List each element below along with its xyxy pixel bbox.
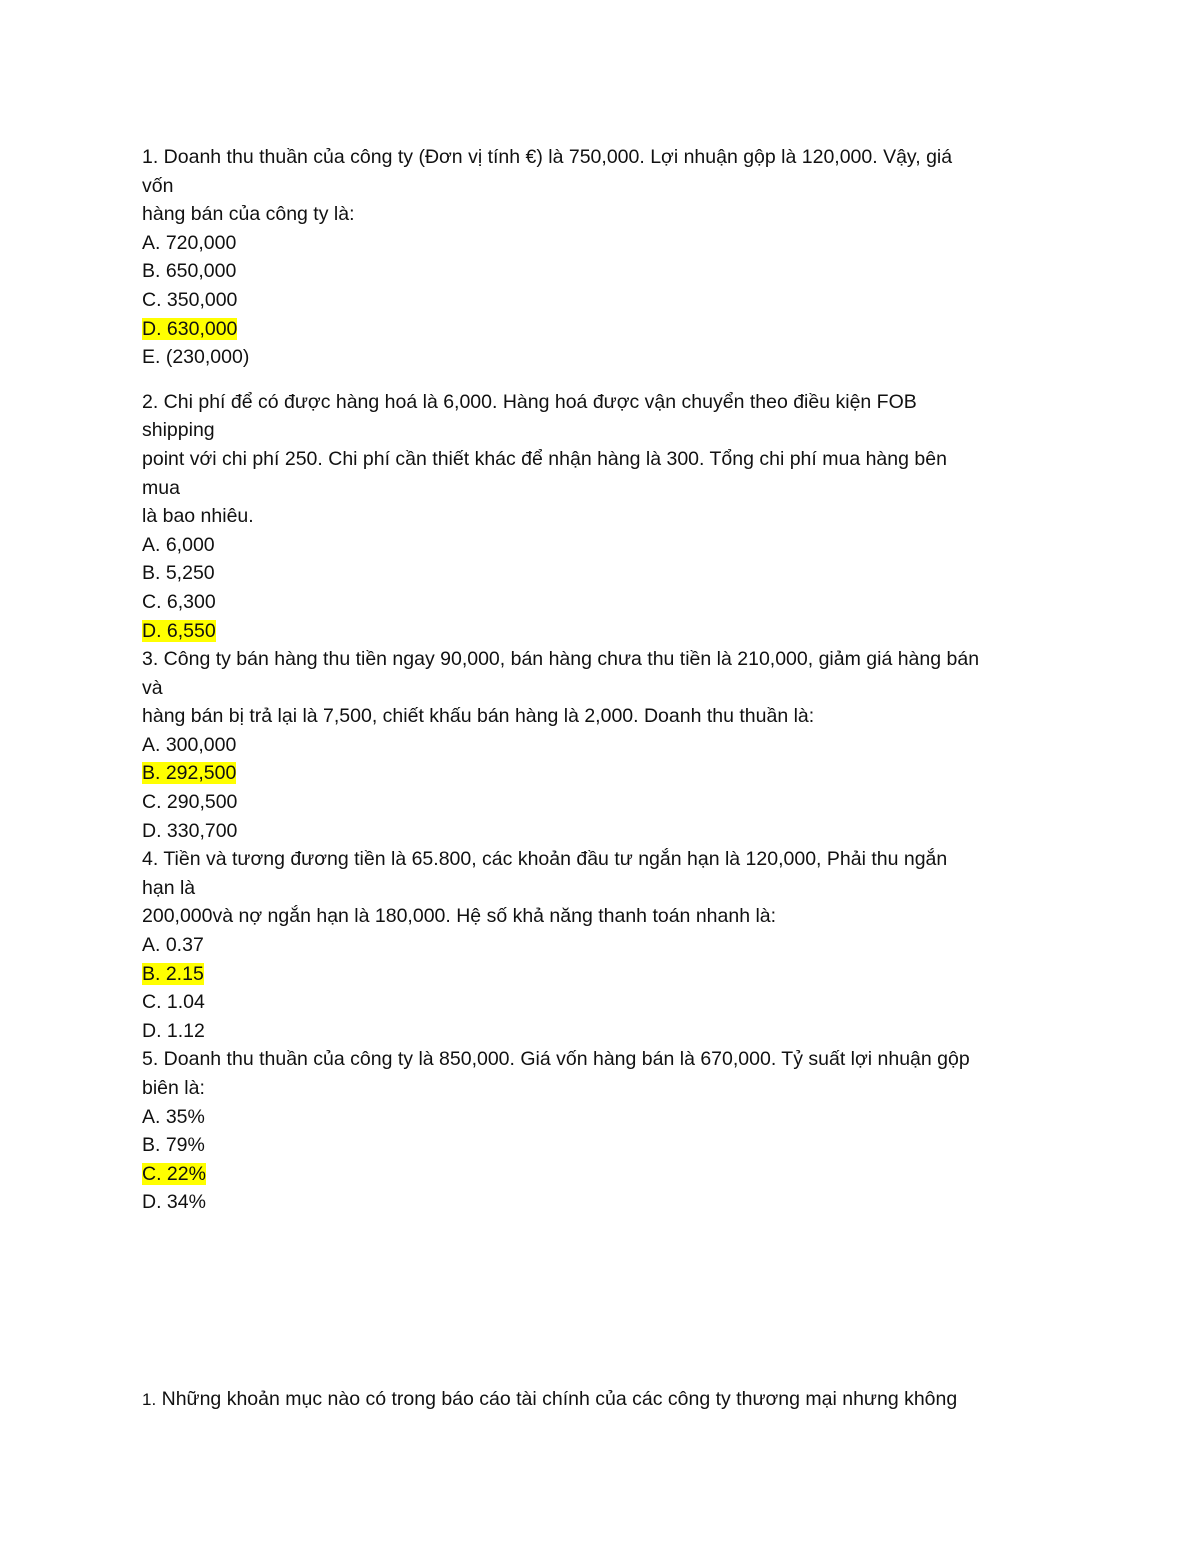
question-3 <box>142 645 1082 845</box>
option-4c <box>142 988 1082 1017</box>
highlighted-answer: B. 2.15 <box>142 962 204 985</box>
option-4d <box>142 1017 1082 1046</box>
question-4-line-3: 200,000và nợ ngắn hạn là 180,000. Hệ số khả năng thanh toán nhanh là: <box>142 905 777 928</box>
question-2 <box>142 388 1082 645</box>
option-1c <box>142 286 1082 315</box>
option-3d <box>142 817 1082 846</box>
highlighted-answer: D. 6,550 <box>142 619 216 642</box>
option-text: A. 300,000 <box>142 733 237 756</box>
option-2d-answer <box>142 617 1082 646</box>
option-5d <box>142 1188 1082 1217</box>
option-text: C. 1.04 <box>142 991 205 1014</box>
option-text: A. 720,000 <box>142 231 237 254</box>
question-5-line-1: 5. Doanh thu thuần của công ty là 850,000. Giá vốn hàng bán là 670,000. Tỷ suất lợi nhuận gộp <box>142 1048 970 1071</box>
question-1-line-1: 1. Doanh thu thuần của công ty (Đơn vị tính €) là 750,000. Lợi nhuận gộp là 120,000. Vậy, giá <box>142 146 953 168</box>
option-1d-answer <box>142 315 1082 344</box>
question-list <box>142 143 1082 1217</box>
question-1-line-3: hàng bán của công ty là: <box>142 203 355 226</box>
highlighted-answer: C. 22% <box>142 1162 206 1185</box>
option-3c <box>142 788 1082 817</box>
spacer <box>142 372 1082 388</box>
option-text: D. 330,700 <box>142 819 238 842</box>
question-1 <box>142 143 1082 372</box>
question-3-line-2: và <box>142 676 163 699</box>
question-number: 1. <box>142 1390 157 1409</box>
question-2-line-4: mua <box>142 476 180 499</box>
option-text: C. 6,300 <box>142 590 216 613</box>
option-4a <box>142 931 1082 960</box>
option-text: C. 350,000 <box>142 288 238 311</box>
highlighted-answer: D. 630,000 <box>142 317 238 340</box>
question-4-line-1: 4. Tiền và tương đương tiền là 65.800, các khoản đầu tư ngắn hạn là 120,000, Phải thu ngắn <box>142 848 948 871</box>
question-text: Những khoản mục nào có trong báo cáo tài chính của các công ty thương mại nhưng không <box>156 1388 958 1410</box>
option-text: B. 79% <box>142 1134 205 1157</box>
question-4 <box>142 845 1082 1045</box>
option-text: E. (230,000) <box>142 346 250 369</box>
question-1-line-2: vốn <box>142 174 174 197</box>
highlighted-answer: B. 292,500 <box>142 762 237 785</box>
option-5a <box>142 1103 1082 1132</box>
option-3b-answer <box>142 759 1082 788</box>
question-2-line-2: shipping <box>142 419 215 442</box>
question-5 <box>142 1045 1082 1217</box>
option-5b <box>142 1131 1082 1160</box>
option-text: D. 34% <box>142 1191 206 1214</box>
option-text: B. 5,250 <box>142 562 215 585</box>
question-2-line-5: là bao nhiêu. <box>142 505 254 528</box>
question-2-line-1: 2. Chi phí để có được hàng hoá là 6,000. Hàng hoá được vận chuyển theo điều kiện FOB <box>142 390 917 413</box>
option-5c-answer <box>142 1160 1082 1189</box>
question-5-line-2: biên là: <box>142 1077 205 1099</box>
next-section-question <box>142 1385 957 1415</box>
option-1e <box>142 343 1082 372</box>
question-2-line-3: point với chi phí 250. Chi phí cần thiết khác để nhận hàng là 300. Tổng chi phí mua hàng bên <box>142 447 947 470</box>
option-text: A. 0.37 <box>142 934 204 957</box>
question-3-line-3: hàng bán bị trả lại là 7,500, chiết khấu bán hàng là 2,000. Doanh thu thuần là: <box>142 705 815 728</box>
option-1b <box>142 257 1082 286</box>
option-text: D. 1.12 <box>142 1019 205 1042</box>
option-text: B. 650,000 <box>142 260 237 283</box>
option-2c <box>142 588 1082 617</box>
option-text: C. 290,500 <box>142 791 238 814</box>
option-4b-answer <box>142 960 1082 989</box>
option-text: A. 35% <box>142 1105 205 1128</box>
question-4-line-2: hạn là <box>142 876 196 899</box>
option-3a <box>142 731 1082 760</box>
option-1a <box>142 229 1082 258</box>
question-3-line-1: 3. Công ty bán hàng thu tiền ngay 90,000, bán hàng chưa thu tiền là 210,000, giảm giá hàng bán <box>142 648 980 671</box>
option-text: A. 6,000 <box>142 533 215 556</box>
option-2a <box>142 531 1082 560</box>
option-2b <box>142 559 1082 588</box>
